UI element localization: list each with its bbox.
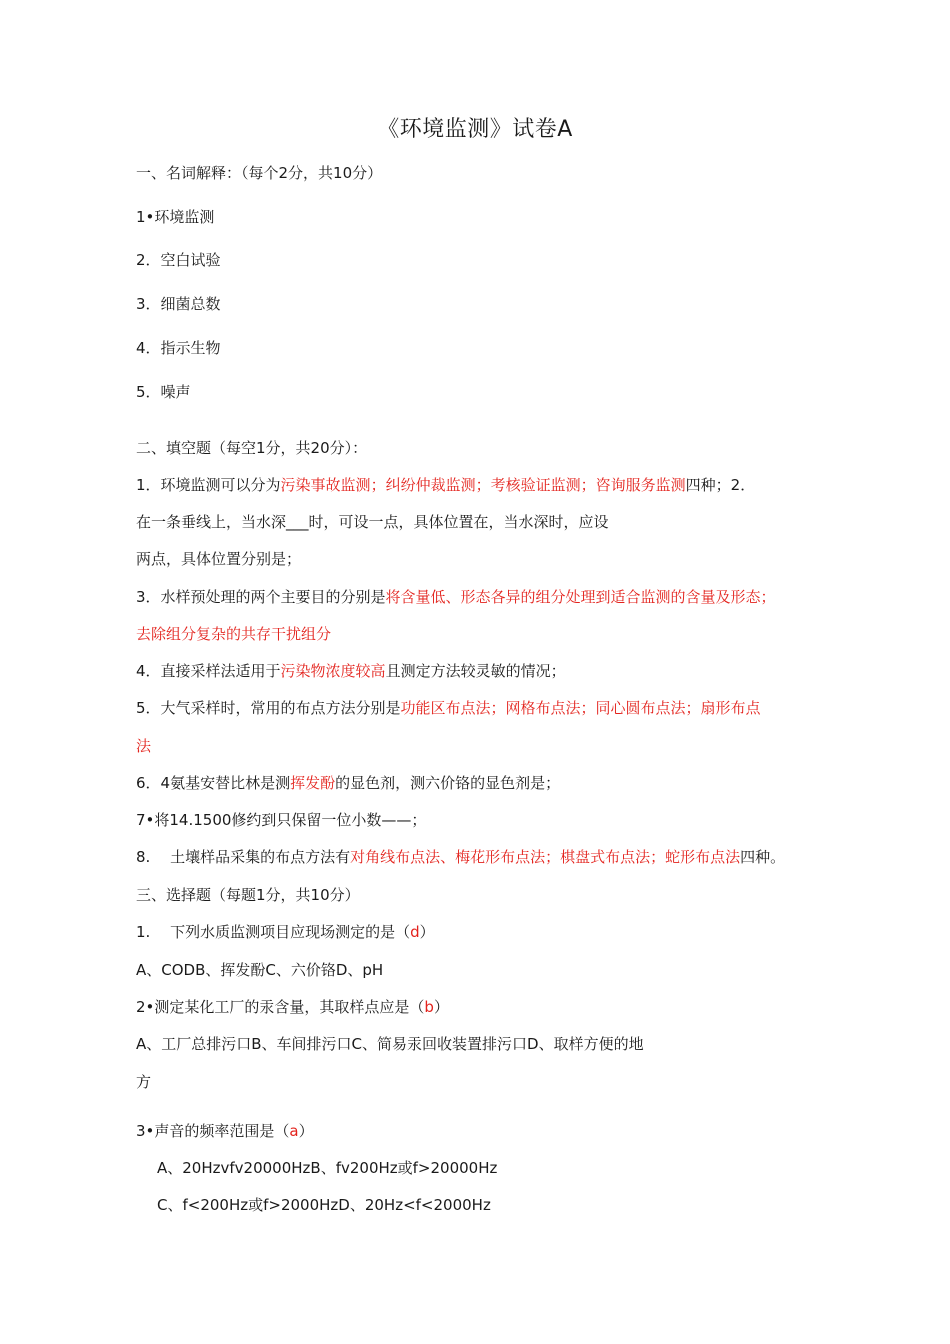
- question-text: 2•测定某化工厂的汞含量，其取样点应是（: [136, 998, 425, 1016]
- term-item-4: 4．指示生物: [136, 339, 221, 357]
- answer-text: 考核验证监测: [490, 476, 581, 494]
- question-text: 4．直接采样法适用于: [136, 662, 281, 680]
- fill-question-1: [136, 475, 755, 495]
- choice-question-3-options-2: C、f<200Hz或f>2000HzD、20Hz<f<2000Hz: [157, 1196, 491, 1214]
- fill-question-7: 7•将14.1500修约到只保留一位小数——；: [136, 811, 427, 829]
- answer-text: 污染物浓度较高: [280, 662, 386, 680]
- choice-question-3: [136, 1121, 314, 1141]
- answer-text: 纠纷仲裁监测: [385, 476, 476, 494]
- answer-text: 污染事故监测: [280, 476, 371, 494]
- fill-question-2-line-2: 两点，具体位置分别是；: [136, 550, 302, 568]
- page-title: 《环境监测》试卷A: [377, 117, 573, 142]
- question-text: 1. 下列水质监测项目应现场测定的是（: [136, 923, 411, 941]
- fill-question-2-line-1: 在一条垂线上，当水深___时，可设一点，具体位置在，当水深时，应设: [136, 513, 609, 531]
- fill-question-5: [136, 698, 761, 718]
- choice-question-1: [136, 922, 435, 942]
- question-text: ）: [298, 1122, 314, 1140]
- question-text: 1．环境监测可以分为: [136, 476, 281, 494]
- fill-question-8: [136, 847, 785, 867]
- question-text: 8. 土壤样品采集的布点方法有: [136, 848, 351, 866]
- section-3-heading: 三、选择题（每题1分，共10分）: [136, 886, 360, 904]
- answer-text: d: [410, 923, 420, 941]
- question-text: 3．水样预处理的两个主要目的分别是: [136, 588, 386, 606]
- answer-text: 咨询服务监测: [595, 476, 686, 494]
- answer-text: 功能区布点法；网格布点法；同心圆布点法；扇形布点: [400, 699, 761, 717]
- term-item-1: 1•环境监测: [136, 208, 215, 226]
- fill-question-5-answer-cont: 法: [136, 737, 152, 755]
- choice-question-3-options-1: A、20Hzvfv20000HzB、fv200Hz或f>20000Hz: [157, 1159, 498, 1177]
- question-text: 四种；2．: [685, 476, 756, 494]
- fill-question-6: [136, 773, 560, 793]
- term-item-5: 5．噪声: [136, 383, 191, 401]
- answer-separator: ；: [580, 476, 596, 494]
- fill-question-3: [136, 587, 776, 607]
- answer-text: 对角线布点法、梅花形布点法；棋盘式布点法；蛇形布点法: [350, 848, 741, 866]
- choice-question-1-options: A、CODB、挥发酚C、六价铬D、pH: [136, 961, 384, 979]
- question-text: 的显色剂，测六价铬的显色剂是；: [335, 774, 561, 792]
- answer-text: 将含量低、形态各异的组分处理到适合监测的含量及形态；: [385, 588, 776, 606]
- answer-text: b: [424, 998, 434, 1016]
- choice-question-2: [136, 997, 449, 1017]
- term-item-2: 2．空白试验: [136, 251, 221, 269]
- section-1-heading: 一、名词解释：（每个2分，共10分）: [136, 164, 383, 182]
- question-text: 3•声音的频率范围是（: [136, 1122, 290, 1140]
- term-item-3: 3．细菌总数: [136, 295, 221, 313]
- question-text: 四种。: [740, 848, 786, 866]
- choice-question-2-options: A、工厂总排污口B、车间排污口C、简易汞回收装置排污口D、取样方便的地: [136, 1035, 644, 1053]
- question-text: 6．4氨基安替比林是测: [136, 774, 291, 792]
- answer-separator: ；: [370, 476, 386, 494]
- answer-text: 挥发酚: [290, 774, 336, 792]
- section-2-heading: 二、填空题（每空1分，共20分）：: [136, 439, 368, 457]
- question-text: 5．大气采样时，常用的布点方法分别是: [136, 699, 401, 717]
- answer-separator: ；: [475, 476, 491, 494]
- question-text: ）: [433, 998, 449, 1016]
- fill-question-3-answer-cont: 去除组分复杂的共存干扰组分: [136, 625, 332, 643]
- choice-question-2-options-cont: 方: [136, 1073, 152, 1091]
- question-text: 且测定方法较灵敏的情况；: [385, 662, 566, 680]
- answer-text: a: [289, 1122, 299, 1140]
- fill-question-4: [136, 661, 566, 681]
- question-text: ）: [419, 923, 435, 941]
